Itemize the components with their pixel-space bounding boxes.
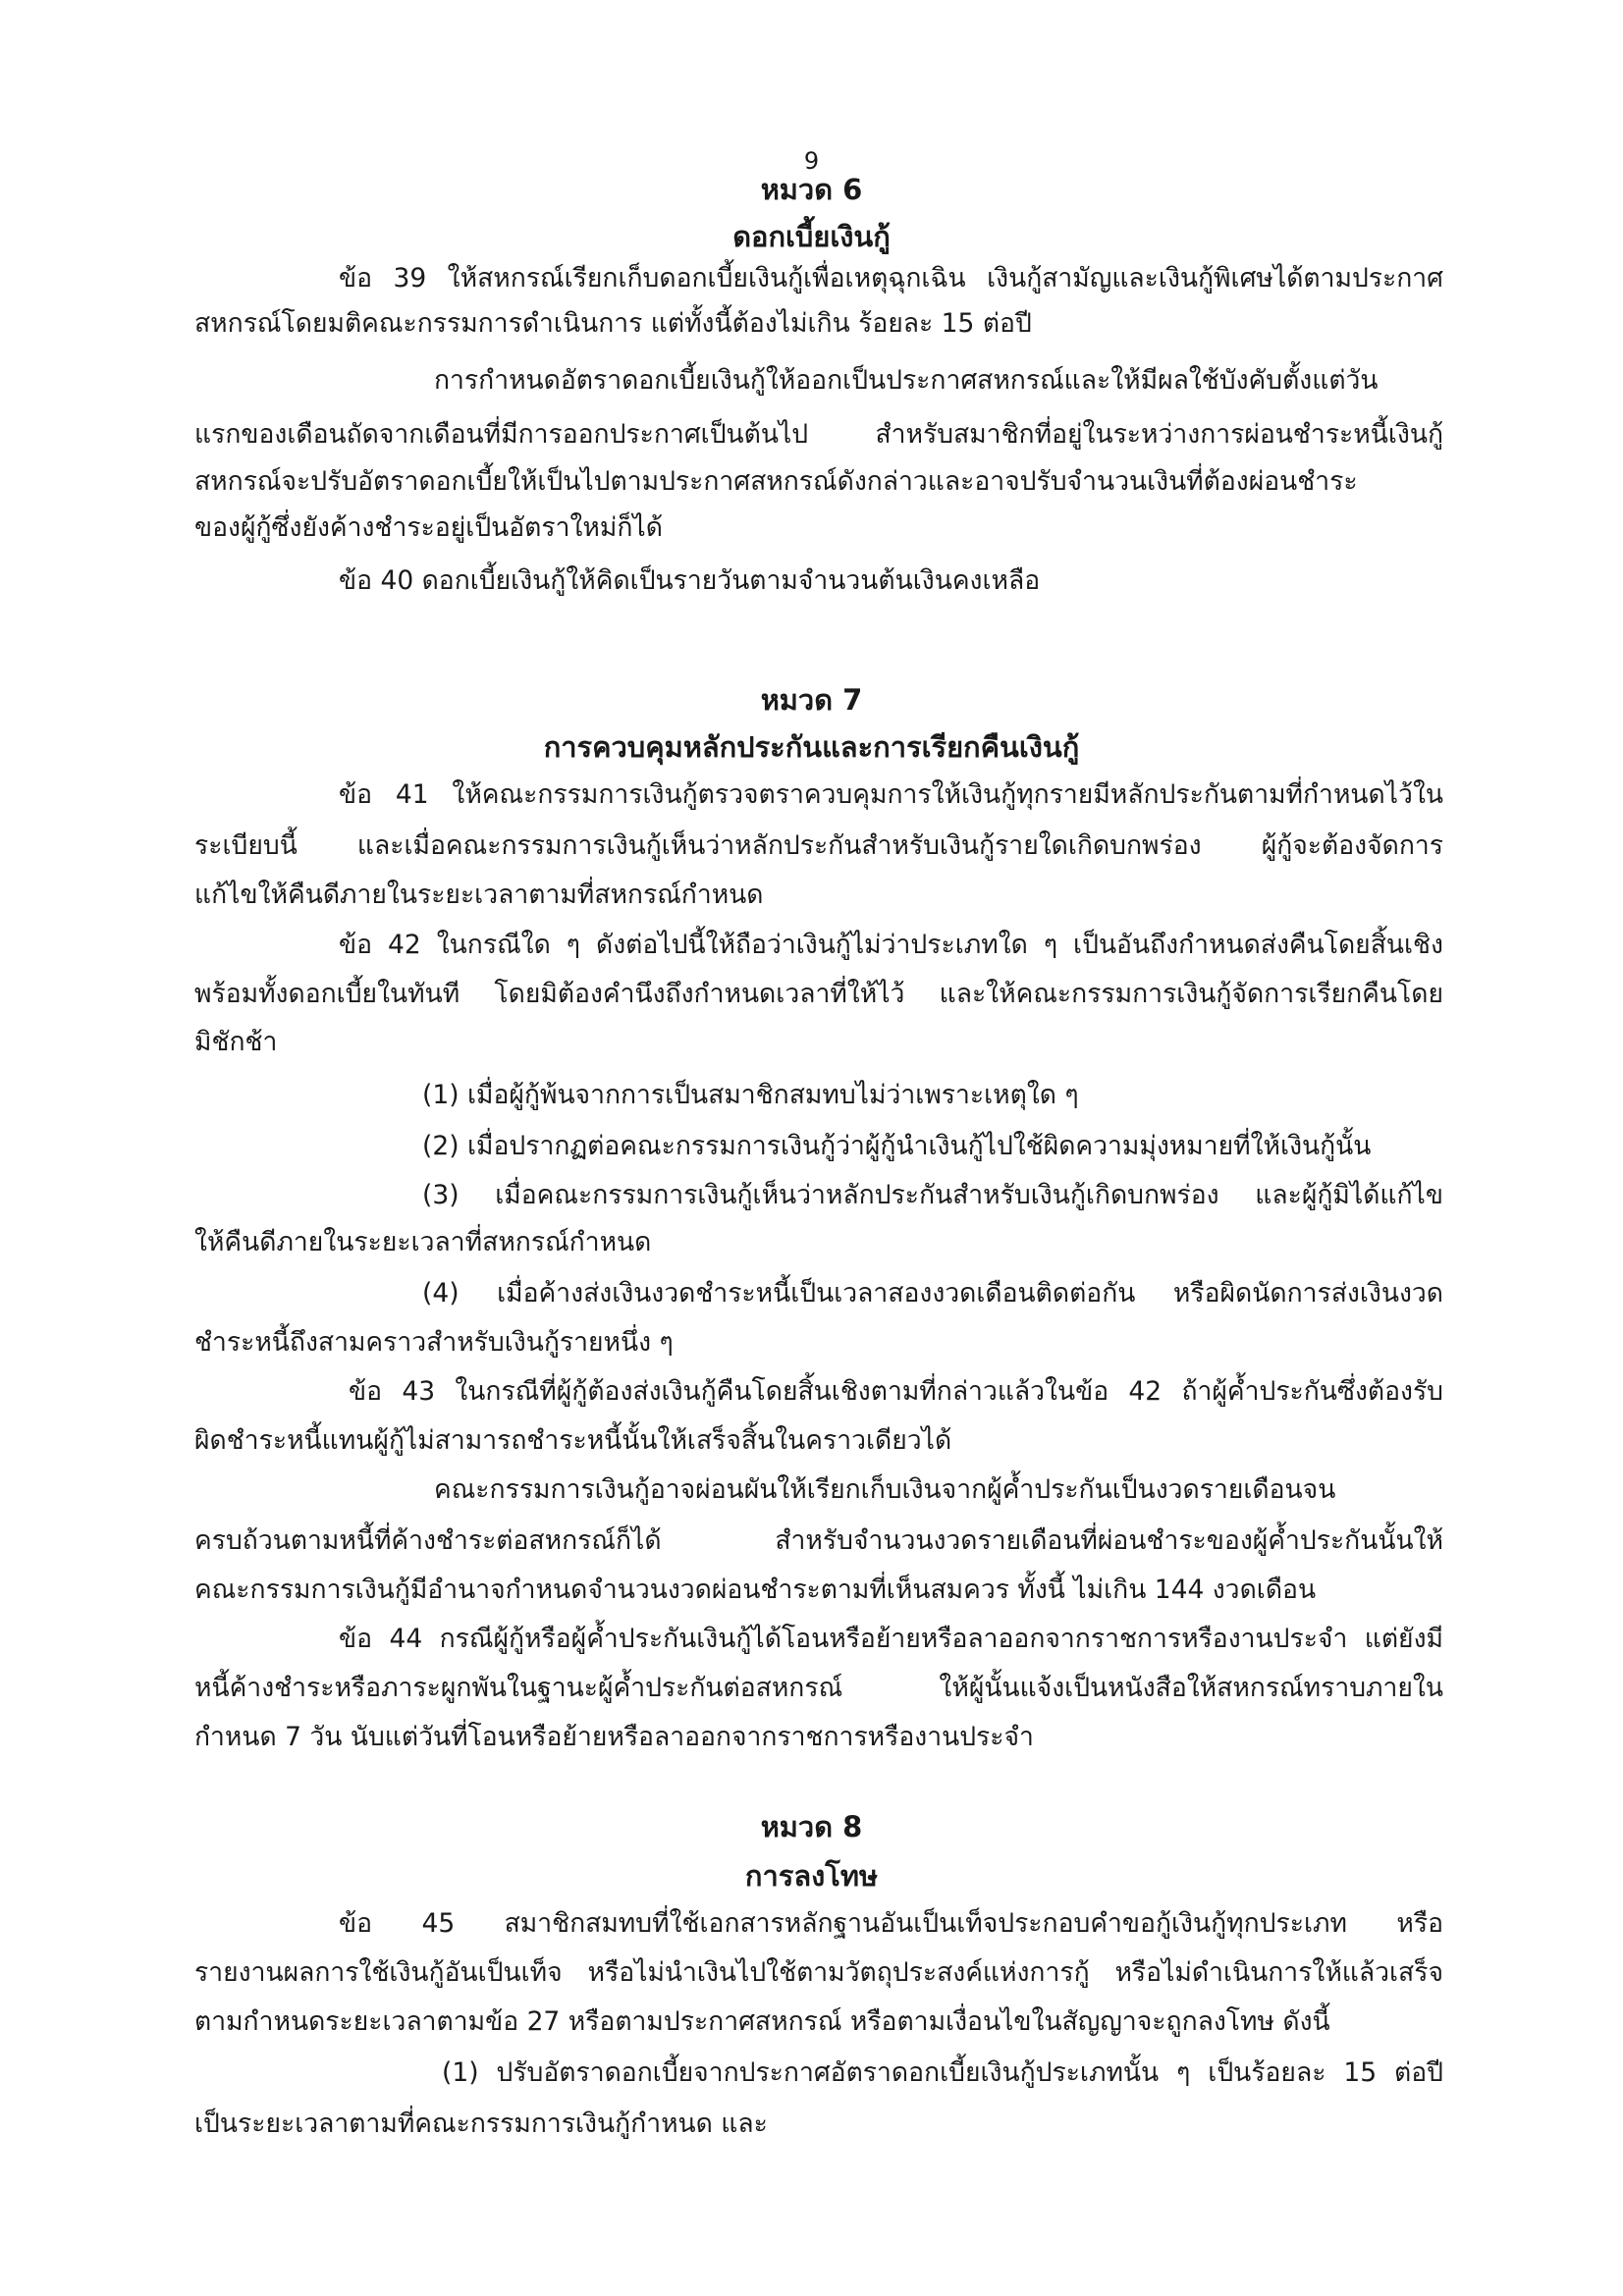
paragraph-line: ข้อ 41 ให้คณะกรรมการเงินกู้ตรวจตราควบคุมการให้เงินกู้ทุกรายมีหลักประกันตามที่กำหนดไว้ใน: [339, 779, 1443, 810]
paragraph-line: การกำหนดอัตราดอกเบี้ยเงินกู้ให้ออกเป็นประกาศสหกรณ์และให้มีผลใช้บังคับตั้งแต่วัน: [434, 365, 1379, 396]
paragraph-line: ข้อ 42 ในกรณีใด ๆ ดังต่อไปนี้ให้ถือว่าเงินกู้ไม่ว่าประเภทใด ๆ เป็นอันถึงกำหนดส่งคืนโดยสิ้นเชิง: [339, 930, 1443, 960]
paragraph-line: สหกรณ์โดยมติคณะกรรมการดำเนินการ แต่ทั้งนี้ต้องไม่เกิน ร้อยละ 15 ต่อปี: [194, 308, 1032, 339]
list-item: (1) ปรับอัตราดอกเบี้ยจากประกาศอัตราดอกเบี้ยเงินกู้ประเภทนั้น ๆ เป็นร้อยละ 15 ต่อปี: [442, 2057, 1443, 2088]
page-number: 9: [803, 147, 820, 175]
paragraph-line: ตามกำหนดระยะเวลาตามข้อ 27 หรือตามประกาศสหกรณ์ หรือตามเงื่อนไขในสัญญาจะถูกลงโทษ ดังนี้: [194, 2006, 1330, 2037]
paragraph-line: ข้อ 39 ให้สหกรณ์เรียกเก็บดอกเบี้ยเงินกู้เพื่อเหตุฉุกเฉิน เงินกู้สามัญและเงินกู้พิเศษได้ตามประกาศ: [339, 263, 1443, 294]
paragraph-line: ข้อ 44 กรณีผู้กู้หรือผู้ค้ำประกันเงินกู้ได้โอนหรือย้ายหรือลาออกจากราชการหรืองานประจำ แต่ยังมี: [339, 1624, 1443, 1654]
list-item: (1) เมื่อผู้กู้พ้นจากการเป็นสมาชิกสมทบไม่ว่าเพราะเหตุใด ๆ: [422, 1080, 1079, 1110]
paragraph-line: ของผู้กู้ซึ่งยังค้างชำระอยู่เป็นอัตราใหม่ก็ได้: [194, 512, 663, 543]
paragraph-line: ผิดชำระหนี้แทนผู้กู้ไม่สามารถชำระหนี้นั้นให้เสร็จสิ้นในคราวเดียวได้: [194, 1425, 952, 1456]
paragraph-line: รายงานผลการใช้เงินกู้อันเป็นเท็จ หรือไม่นำเงินไปใช้ตามวัตถุประสงค์แห่งการกู้ หรือไม่ดำเนินการให้แล้วเสร็จ: [194, 1957, 1443, 1988]
paragraph-line: สหกรณ์จะปรับอัตราดอกเบี้ยให้เป็นไปตามประกาศสหกรณ์ดังกล่าวและอาจปรับจำนวนเงินที่ต้องผ่อนชำระ: [194, 466, 1358, 497]
section-6-heading: หมวด 6: [760, 173, 863, 206]
paragraph-line: ให้คืนดีภายในระยะเวลาที่สหกรณ์กำหนด: [194, 1227, 652, 1257]
paragraph-line: ข้อ 45 สมาชิกสมทบที่ใช้เอกสารหลักฐานอันเป็นเท็จประกอบคำขอกู้เงินกู้ทุกประเภท หรือ: [339, 1908, 1443, 1939]
paragraph-line: มิชักช้า: [194, 1027, 278, 1057]
paragraph-line: ข้อ 43 ในกรณีที่ผู้กู้ต้องส่งเงินกู้คืนโดยสิ้นเชิงตามที่กล่าวแล้วในข้อ 42 ถ้าผู้ค้ำประกันซึ่งต้องรับ: [349, 1376, 1443, 1407]
section-7-subheading: การควบคุมหลักประกันและการเรียกคืนเงินกู้: [543, 730, 1080, 764]
paragraph-line: แก้ไขให้คืนดีภายในระยะเวลาตามที่สหกรณ์กำหนด: [194, 880, 764, 910]
list-item: (4) เมื่อค้างส่งเงินงวดชำระหนี้เป็นเวลาสองงวดเดือนติดต่อกัน หรือผิดนัดการส่งเงินงวด: [422, 1278, 1443, 1308]
paragraph-line: ข้อ 40 ดอกเบี้ยเงินกู้ให้คิดเป็นรายวันตามจำนวนต้นเงินคงเหลือ: [339, 565, 1041, 596]
paragraph-line: พร้อมทั้งดอกเบี้ยในทันที โดยมิต้องคำนึงถึงกำหนดเวลาที่ให้ไว้ และให้คณะกรรมการเงินกู้จัดการเรียกคืนโดย: [194, 979, 1443, 1009]
paragraph-line: กำหนด 7 วัน นับแต่วันที่โอนหรือย้ายหรือลาออกจากราชการหรืองานประจำ: [194, 1722, 1034, 1752]
paragraph-line: แรกของเดือนถัดจากเดือนที่มีการออกประกาศเป็นต้นไป สำหรับสมาชิกที่อยู่ในระหว่างการผ่อนชำระหนี้เงินกู้: [194, 419, 1443, 450]
paragraph-line: ชำระหนี้ถึงสามคราวสำหรับเงินกู้รายหนึ่ง ๆ: [194, 1327, 674, 1358]
paragraph-line: คณะกรรมการเงินกู้มีอำนาจกำหนดจำนวนงวดผ่อนชำระตามที่เห็นสมควร ทั้งนี้ ไม่เกิน 144 งวดเดือน: [194, 1575, 1317, 1605]
paragraph-line: คณะกรรมการเงินกู้อาจผ่อนผันให้เรียกเก็บเงินจากผู้ค้ำประกันเป็นงวดรายเดือนจน: [434, 1474, 1336, 1505]
list-item: (2) เมื่อปรากฏต่อคณะกรรมการเงินกู้ว่าผู้กู้นำเงินกู้ไปใช้ผิดความมุ่งหมายที่ให้เงินกู้นั้น: [422, 1131, 1372, 1161]
section-7-heading: หมวด 7: [760, 683, 863, 717]
section-8-subheading: การลงโทษ: [744, 1859, 879, 1893]
paragraph-line: ครบถ้วนตามหนี้ที่ค้างชำระต่อสหกรณ์ก็ได้ สำหรับจำนวนงวดรายเดือนที่ผ่อนชำระของผู้ค้ำประกันนั้นให้: [194, 1525, 1443, 1556]
paragraph-line: หนี้ค้างชำระหรือภาระผูกพันในฐานะผู้ค้ำประกันต่อสหกรณ์ ให้ผู้นั้นแจ้งเป็นหนังสือให้สหกรณ์ทราบภายใน: [194, 1673, 1443, 1703]
paragraph-line: เป็นระยะเวลาตามที่คณะกรรมการเงินกู้กำหนด และ: [194, 2109, 768, 2139]
section-6-subheading: ดอกเบี้ยเงินกู้: [732, 220, 891, 253]
paragraph-line: ระเบียบนี้ และเมื่อคณะกรรมการเงินกู้เห็นว่าหลักประกันสำหรับเงินกู้รายใดเกิดบกพร่อง ผู้กู้จะต้องจัดการ: [194, 830, 1443, 861]
section-8-heading: หมวด 8: [760, 1810, 863, 1843]
list-item: (3) เมื่อคณะกรรมการเงินกู้เห็นว่าหลักประกันสำหรับเงินกู้เกิดบกพร่อง และผู้กู้มิได้แก้ไข: [422, 1180, 1443, 1210]
